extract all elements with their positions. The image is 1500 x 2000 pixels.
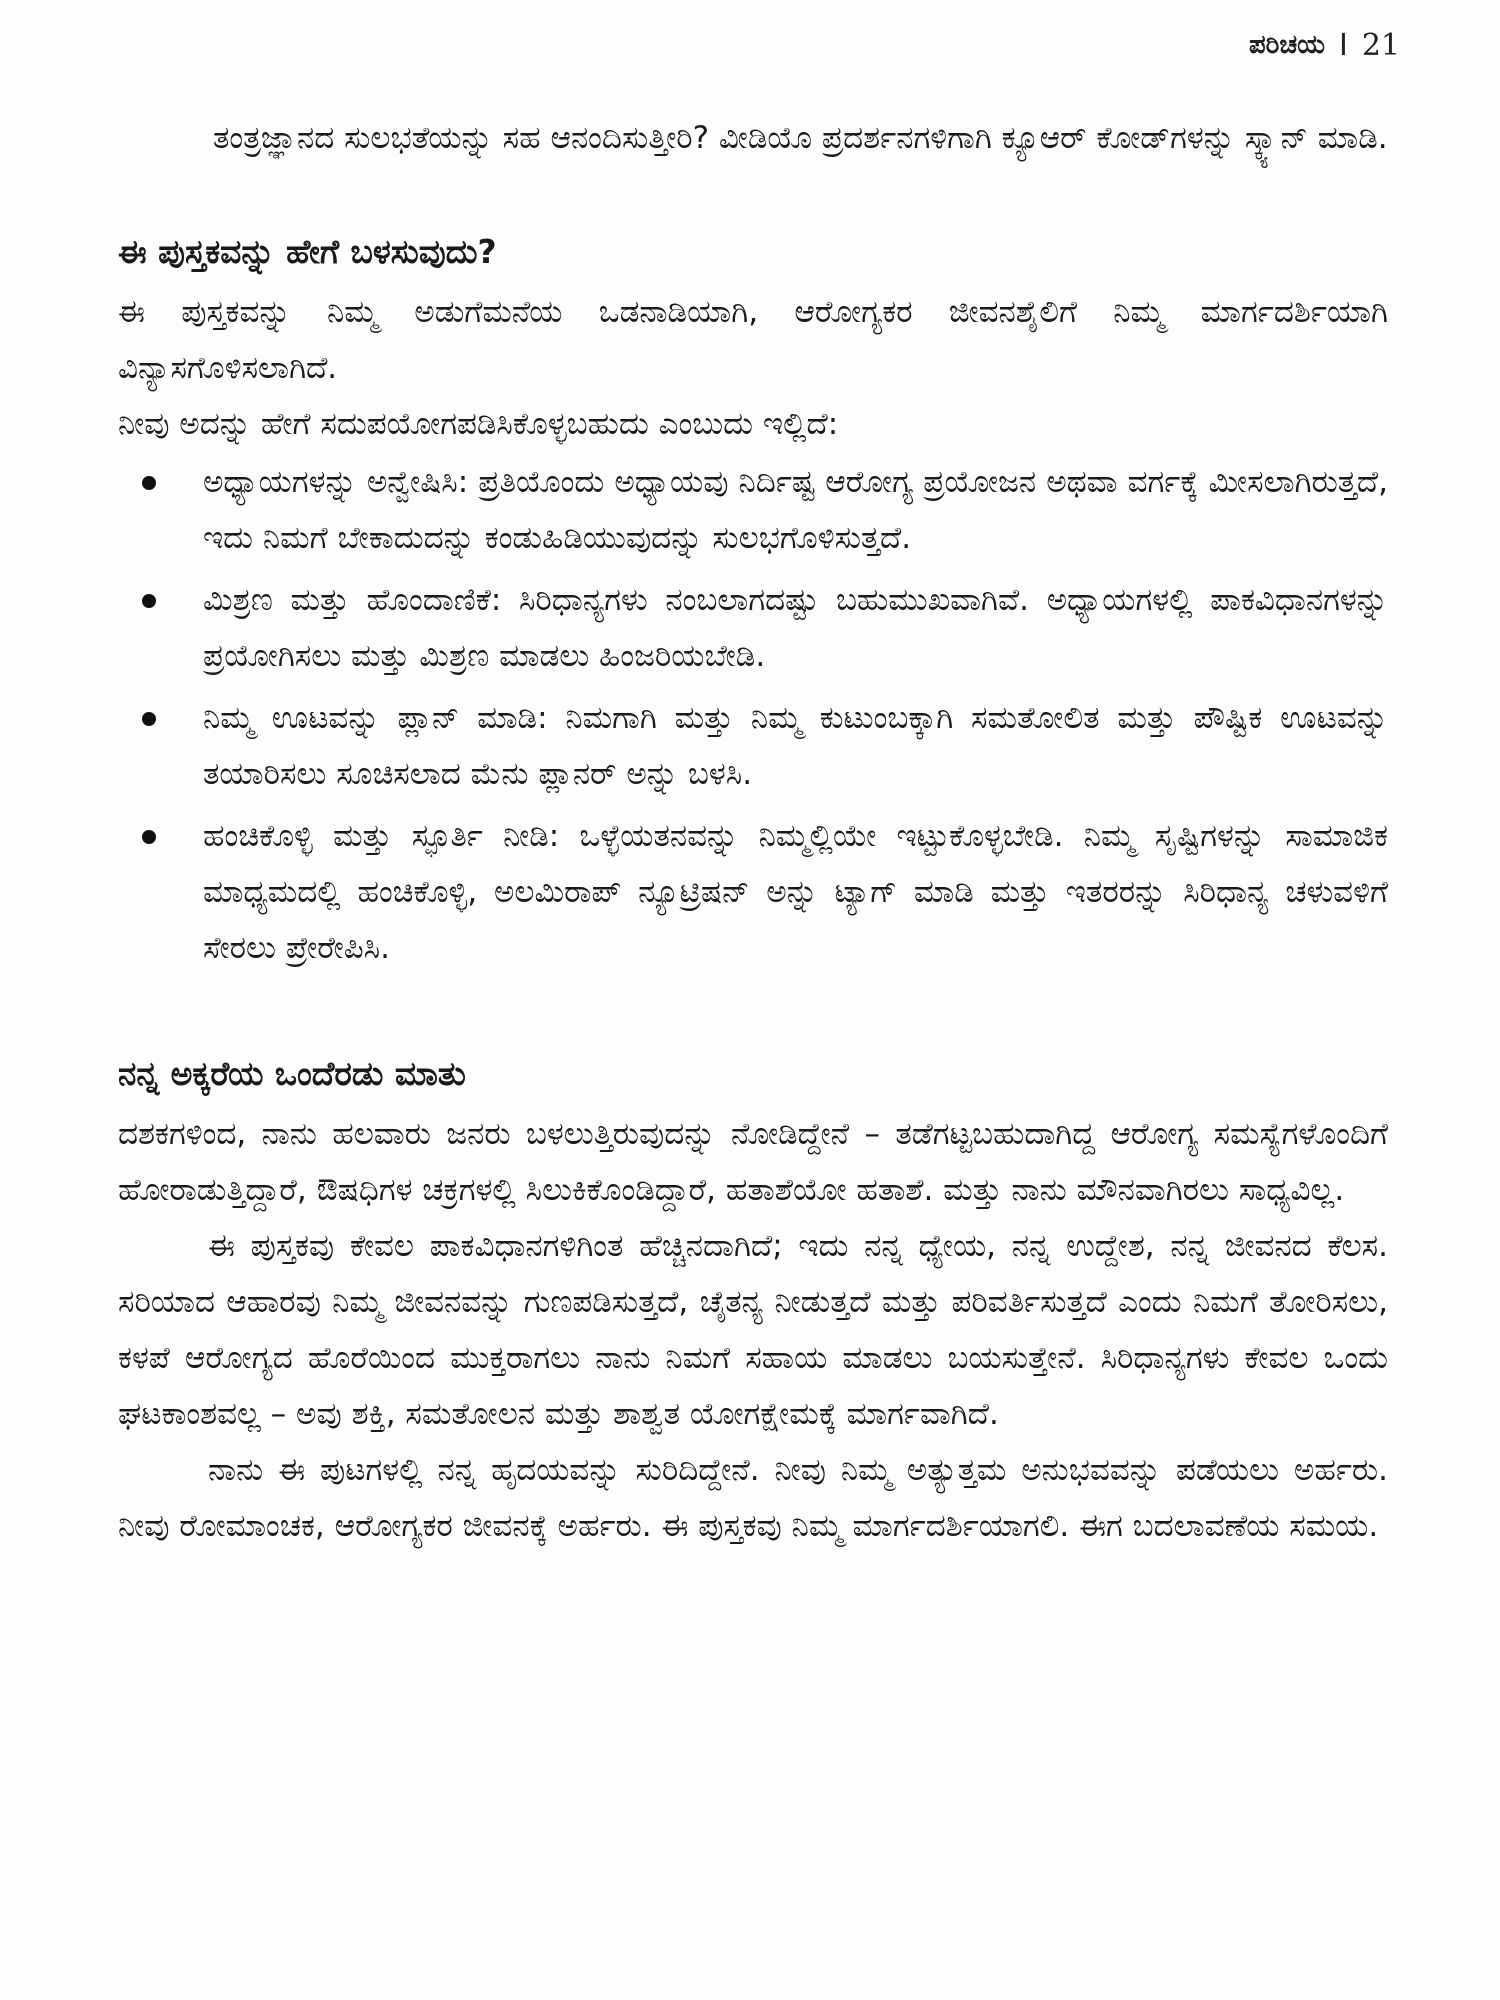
bullet-text: ಮಿಶ್ರಣ ಮತ್ತು ಹೊಂದಾಣಿಕೆ: ಸಿರಿಧಾನ್ಯಗಳು ನಂಬಲಾಗದಷ್ಟು ಬಹುಮುಖವಾಗಿವೆ. ಅಧ್ಯಾಯಗಳಲ್ಲಿ ಪಾಕವಿಧಾನಗಳನ್ನು ಪ್ರಯೋಗಿಸಲು ಮತ್ತು ಮಿಶ್ರಣ ಮಾಡಲು ಹಿಂಜರಿಯಬೇಡಿ. (203, 582, 1388, 674)
bullet-item (118, 808, 1388, 976)
running-header (1249, 28, 1400, 63)
bullet-item (118, 572, 1388, 684)
note-paragraph-2: ಈ ಪುಸ್ತಕವು ಕೇವಲ ಪಾಕವಿಧಾನಗಳಿಗಿಂತ ಹೆಚ್ಚಿನದಾಗಿದೆ; ಇದು ನನ್ನ ಧ್ಯೇಯ, ನನ್ನ ಉದ್ದೇಶ, ನನ್ನ ಜೀವನದ ಕೆಲಸ. ಸರಿಯಾದ ಆಹಾರವು ನಿಮ್ಮ ಜೀವನವನ್ನು ಗುಣಪಡಿಸುತ್ತದೆ, ಚೈತನ್ಯ ನೀಡುತ್ತದೆ ಮತ್ತು ಪರಿವರ್ತಿಸುತ್ತದೆ ಎಂದು ನಿಮಗೆ ತೋರಿಸಲು, ಕಳಪೆ ಆರೋಗ್ಯದ ಹೊರೆಯಿಂದ ಮುಕ್ತರಾಗಲು ನಾನು ನಿಮಗೆ ಸಹಾಯ ಮಾಡಲು ಬಯಸುತ್ತೇನೆ. ಸಿರಿಧಾನ್ಯಗಳು ಕೇವಲ ಒಂದು ಘಟಕಾಂಶವಲ್ಲ – ಅವು ಶಕ್ತಿ, ಸಮತೋಲನ ಮತ್ತು ಶಾಶ್ವತ ಯೋಗಕ್ಷೇಮಕ್ಕೆ ಮಾರ್ಗವಾಗಿದೆ. (118, 1228, 1388, 1432)
note-paragraph-1: ದಶಕಗಳಿಂದ, ನಾನು ಹಲವಾರು ಜನರು ಬಳಲುತ್ತಿರುವುದನ್ನು ನೋಡಿದ್ದೇನೆ – ತಡೆಗಟ್ಟಬಹುದಾಗಿದ್ದ ಆರೋಗ್ಯ ಸಮಸ್ಯೆಗಳೊಂದಿಗೆ ಹೋರಾಡುತ್ತಿದ್ದಾರೆ, ಔಷಧಿಗಳ ಚಕ್ರಗಳಲ್ಲಿ ಸಿಲುಕಿಕೊಂಡಿದ್ದಾರೆ, ಹತಾಶೆಯೋ ಹತಾಶೆ. ಮತ್ತು ನಾನು ಮೌನವಾಗಿರಲು ಸಾಧ್ಯವಿಲ್ಲ. (118, 1116, 1388, 1208)
page-number: 21 (1361, 28, 1400, 63)
page-content (118, 110, 1388, 1554)
bullet-item (118, 690, 1388, 802)
bullet-text: ಹಂಚಿಕೊಳ್ಳಿ ಮತ್ತು ಸ್ಫೂರ್ತಿ ನೀಡಿ: ಒಳ್ಳೆಯತನವನ್ನು ನಿಮ್ಮಲ್ಲಿಯೇ ಇಟ್ಟುಕೊಳ್ಳಬೇಡಿ. ನಿಮ್ಮ ಸೃಷ್ಟಿಗಳನ್ನು ಸಾಮಾಜಿಕ ಮಾಧ್ಯಮದಲ್ಲಿ ಹಂಚಿಕೊಳ್ಳಿ, ಅಲಮಿರಾಪ್ ನ್ಯೂಟ್ರಿಷನ್ ಅನ್ನು ಟ್ಯಾಗ್ ಮಾಡಿ ಮತ್ತು ಇತರರನ್ನು ಸಿರಿಧಾನ್ಯ ಚಳುವಳಿಗೆ ಸೇರಲು ಪ್ರೇರೇಪಿಸಿ. (203, 818, 1388, 966)
personal-note-heading: ನನ್ನ ಅಕ್ಕರೆಯ ಒಂದೆರಡು ಮಾತು (118, 1054, 466, 1093)
note-paragraph-3: ನಾನು ಈ ಪುಟಗಳಲ್ಲಿ ನನ್ನ ಹೃದಯವನ್ನು ಸುರಿದಿದ್ದೇನೆ. ನೀವು ನಿಮ್ಮ ಅತ್ಯುತ್ತಮ ಅನುಭವವನ್ನು ಪಡೆಯಲು ಅರ್ಹರು. ನೀವು ರೋಮಾಂಚಕ, ಆರೋಗ್ಯಕರ ಜೀವನಕ್ಕೆ ಅರ್ಹರು. ಈ ಪುಸ್ತಕವು ನಿಮ್ಮ ಮಾರ್ಗದರ್ಶಿಯಾಗಲಿ. ಈಗ ಬದಲಾವಣೆಯ ಸಮಯ. (118, 1452, 1388, 1544)
usage-paragraph-1: ಈ ಪುಸ್ತಕವನ್ನು ನಿಮ್ಮ ಅಡುಗೆಮನೆಯ ಒಡನಾಡಿಯಾಗಿ, ಆರೋಗ್ಯಕರ ಜೀವನಶೈಲಿಗೆ ನಿಮ್ಮ ಮಾರ್ಗದರ್ಶಿಯಾಗಿ ವಿನ್ಯಾಸಗೊಳಿಸಲಾಗಿದೆ. (118, 294, 1388, 386)
header-separator: I (1338, 28, 1348, 63)
bullet-dot-icon (142, 476, 156, 490)
intro-paragraph-tail: ತಂತ್ರಜ್ಞಾನದ ಸುಲಭತೆಯನ್ನು ಸಹ ಆನಂದಿಸುತ್ತೀರಿ? ವೀಡಿಯೊ ಪ್ರದರ್ಶನಗಳಿಗಾಗಿ ಕ್ಯೂಆರ್ ಕೋಡ್‌ಗಳನ್ನು ಸ್ಕ್ಯಾನ್ ಮಾಡಿ. (213, 120, 1388, 156)
bullet-text: ಅಧ್ಯಾಯಗಳನ್ನು ಅನ್ವೇಷಿಸಿ: ಪ್ರತಿಯೊಂದು ಅಧ್ಯಾಯವು ನಿರ್ದಿಷ್ಟ ಆರೋಗ್ಯ ಪ್ರಯೋಜನ ಅಥವಾ ವರ್ಗಕ್ಕೆ ಮೀಸಲಾಗಿರುತ್ತದೆ, ಇದು ನಿಮಗೆ ಬೇಕಾದುದನ್ನು ಕಂಡುಹಿಡಿಯುವುದನ್ನು ಸುಲಭಗೊಳಿಸುತ್ತದೆ. (203, 464, 1388, 556)
usage-bullet-list (118, 454, 1388, 976)
bullet-dot-icon (142, 712, 156, 726)
bullet-item (118, 454, 1388, 566)
bullet-dot-icon (142, 830, 156, 844)
usage-paragraph-2: ನೀವು ಅದನ್ನು ಹೇಗೆ ಸದುಪಯೋಗಪಡಿಸಿಕೊಳ್ಳಬಹುದು ಎಂಬುದು ಇಲ್ಲಿದೆ: (118, 406, 839, 442)
usage-heading: ಈ ಪುಸ್ತಕವನ್ನು ಹೇಗೆ ಬಳಸುವುದು? (118, 232, 497, 271)
bullet-dot-icon (142, 594, 156, 608)
chapter-title: ಪರಿಚಯ (1248, 30, 1325, 60)
bullet-text: ನಿಮ್ಮ ಊಟವನ್ನು ಪ್ಲಾನ್ ಮಾಡಿ: ನಿಮಗಾಗಿ ಮತ್ತು ನಿಮ್ಮ ಕುಟುಂಬಕ್ಕಾಗಿ ಸಮತೋಲಿತ ಮತ್ತು ಪೌಷ್ಟಿಕ ಊಟವನ್ನು ತಯಾರಿಸಲು ಸೂಚಿಸಲಾದ ಮೆನು ಪ್ಲಾನರ್ ಅನ್ನು ಬಳಸಿ. (203, 700, 1388, 792)
